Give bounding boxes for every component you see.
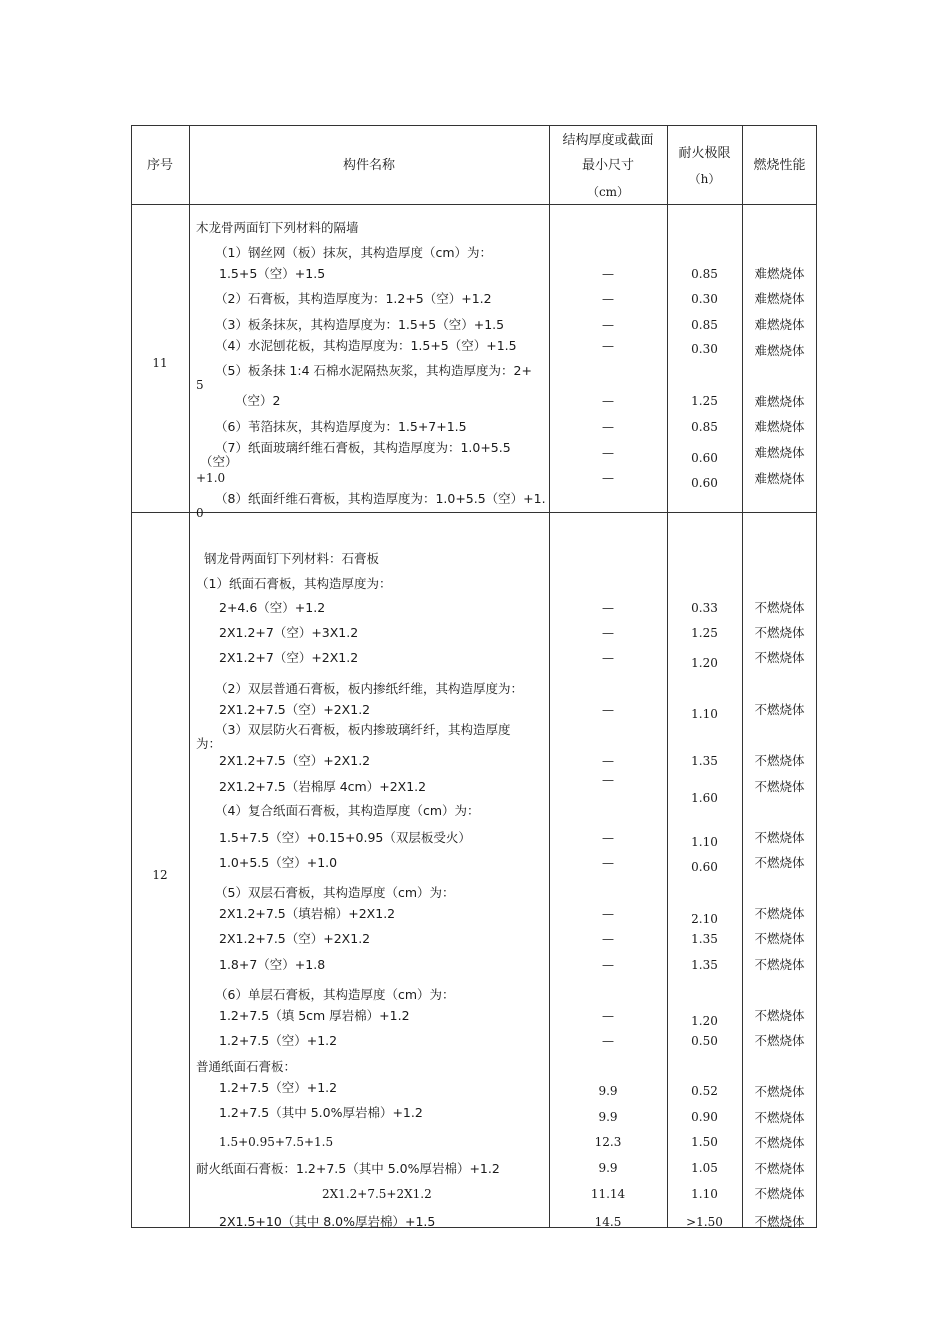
- thickness-value: —: [602, 339, 614, 353]
- combustibility-value: 不燃烧体: [754, 600, 805, 615]
- component-name-line: 2X1.2+7（空）+3X1.2: [219, 625, 359, 640]
- component-name-line: （2）双层普通石膏板，板内掺纸纤维，其构造厚度为：: [215, 681, 523, 696]
- combustibility-value: 不燃烧体: [754, 779, 805, 794]
- fire-limit-value: >1.50: [686, 1215, 723, 1229]
- thickness-value: —: [602, 420, 614, 434]
- component-name-line: （6）单层石膏板，其构造厚度（cm）为：: [215, 987, 455, 1002]
- thickness-value: —: [602, 394, 614, 408]
- thickness-value: —: [602, 907, 614, 921]
- component-name-line: 1.2+7.5（空）+1.2: [219, 1080, 338, 1095]
- combustibility-value: 难燃烧体: [754, 471, 805, 486]
- component-name-line: （2）石膏板，其构造厚度为：1.2+5（空）+1.2: [215, 291, 492, 306]
- table-row: [131, 205, 817, 520]
- fire-limit-value: 2.10: [691, 912, 718, 926]
- combustibility-value: 不燃烧体: [754, 625, 805, 640]
- header-burn: 燃烧性能: [753, 158, 806, 173]
- combustibility-value: 不燃烧体: [754, 906, 805, 921]
- component-name-line: （6）苇箔抹灰，其构造厚度为：1.5+7+1.5: [215, 419, 467, 434]
- header-name: 构件名称: [342, 158, 395, 173]
- component-name-line: 5: [196, 378, 204, 392]
- thickness-value: —: [602, 773, 614, 787]
- component-name-line: 2X1.2+7.5（空）+2X1.2: [219, 702, 371, 717]
- component-name-line: （1）纸面石膏板，其构造厚度为：: [196, 576, 392, 591]
- thickness-value: 9.9: [598, 1110, 618, 1124]
- fire-limit-value: 0.60: [691, 860, 718, 874]
- component-name-line: 2X1.2+7.5（空）+2X1.2: [219, 753, 371, 768]
- thickness-value: —: [602, 626, 614, 640]
- component-name-line: 耐火纸面石膏板：1.2+7.5（其中 5.0%厚岩棉）+1.2: [196, 1161, 500, 1176]
- thickness-value: —: [602, 703, 614, 717]
- thickness-value: —: [602, 292, 614, 306]
- combustibility-value: 不燃烧体: [754, 855, 805, 870]
- thickness-value: 14.5: [594, 1215, 622, 1229]
- thickness-value: —: [602, 831, 614, 845]
- thickness-value: 9.9: [598, 1161, 618, 1175]
- combustibility-value: 不燃烧体: [754, 1135, 805, 1150]
- header-thickness-unit: （cm）: [586, 185, 630, 199]
- fire-limit-value: 1.35: [691, 932, 718, 946]
- fire-limit-value: 1.10: [691, 707, 718, 721]
- thickness-value: —: [602, 267, 614, 281]
- combustibility-value: 难燃烧体: [754, 266, 805, 281]
- fire-limit-value: 1.20: [691, 1014, 718, 1028]
- component-name-line: （4）复合纸面石膏板，其构造厚度（cm）为：: [215, 803, 480, 818]
- fire-limit-value: 1.05: [691, 1161, 718, 1175]
- header-seq: 序号: [146, 158, 173, 173]
- thickness-value: —: [602, 471, 614, 485]
- combustibility-value: 难燃烧体: [754, 394, 805, 409]
- fire-limit-value: 0.85: [691, 420, 718, 434]
- fire-limit-value: 0.30: [691, 292, 718, 306]
- thickness-value: 12.3: [594, 1135, 622, 1149]
- fire-limit-value: 1.10: [691, 1187, 718, 1201]
- thickness-value: —: [602, 446, 614, 460]
- fire-limit-value: 1.35: [691, 754, 718, 768]
- fire-limit-value: 1.25: [691, 394, 718, 408]
- fire-limit-value: 0.85: [691, 318, 718, 332]
- thickness-value: 9.9: [598, 1084, 618, 1098]
- component-name-line: 2+4.6（空）+1.2: [219, 600, 326, 615]
- combustibility-value: 难燃烧体: [754, 419, 805, 434]
- fire-limit-value: 1.10: [691, 835, 718, 849]
- combustibility-value: 不燃烧体: [754, 650, 805, 665]
- component-name-line: （1）钢丝网（板）抹灰，其构造厚度（cm）为：: [215, 245, 493, 260]
- header-thickness: 结构厚度或截面: [562, 133, 654, 148]
- fire-limit-value: 1.25: [691, 626, 718, 640]
- fire-limit-value: 0.60: [691, 476, 718, 490]
- header-thickness: 最小尺寸: [581, 158, 634, 173]
- component-name-line: （4）水泥刨花板，其构造厚度为：1.5+5（空）+1.5: [215, 338, 517, 353]
- fire-limit-value: 1.50: [691, 1135, 718, 1149]
- fire-limit-value: 0.52: [691, 1084, 718, 1098]
- thickness-value: —: [602, 856, 614, 870]
- component-name-line: 0: [196, 506, 204, 520]
- thickness-value: —: [602, 1009, 614, 1023]
- component-name-line: （空）2: [235, 393, 281, 408]
- combustibility-value: 难燃烧体: [754, 317, 805, 332]
- component-name-line: 2X1.2+7.5+2X1.2: [322, 1187, 432, 1201]
- row-seq-number: 12: [152, 868, 168, 882]
- component-name-line: 2X1.2+7.5（空）+2X1.2: [219, 931, 371, 946]
- component-name-line: +1.0: [196, 471, 226, 485]
- combustibility-value: 不燃烧体: [754, 702, 805, 717]
- combustibility-value: 不燃烧体: [754, 1084, 805, 1099]
- fire-limit-value: 1.35: [691, 958, 718, 972]
- fire-limit-value: 1.60: [691, 791, 718, 805]
- component-name-line: 2X1.2+7（空）+2X1.2: [219, 650, 359, 665]
- component-name-line: 1.2+7.5（空）+1.2: [219, 1033, 338, 1048]
- combustibility-value: 难燃烧体: [754, 445, 805, 460]
- combustibility-value: 不燃烧体: [754, 931, 805, 946]
- component-name-line: （8）纸面纤维石膏板，其构造厚度为：1.0+5.5（空）+1.: [215, 491, 546, 506]
- component-name-line: 为：: [196, 736, 222, 751]
- fire-limit-value: 0.50: [691, 1034, 718, 1048]
- table-row: [131, 513, 817, 1227]
- combustibility-value: 不燃烧体: [754, 1186, 805, 1201]
- thickness-value: —: [602, 651, 614, 665]
- combustibility-value: 难燃烧体: [754, 291, 805, 306]
- component-name-line: 钢龙骨两面钉下列材料：石膏板: [204, 551, 380, 566]
- fire-limit-value: 0.60: [691, 451, 718, 465]
- component-name-line: （3）板条抹灰，其构造厚度为：1.5+5（空）+1.5: [215, 317, 505, 332]
- component-name-line: 1.5+7.5（空）+0.15+0.95（双层板受火）: [219, 830, 471, 845]
- header-fire-unit: （h）: [688, 172, 721, 186]
- thickness-value: —: [602, 958, 614, 972]
- fire-limit-value: 0.30: [691, 342, 718, 356]
- combustibility-value: 不燃烧体: [754, 1033, 805, 1048]
- thickness-value: —: [602, 1034, 614, 1048]
- thickness-value: —: [602, 932, 614, 946]
- component-name-line: 1.0+5.5（空）+1.0: [219, 855, 338, 870]
- component-name-line: 2X1.5+10（其中 8.0%厚岩棉）+1.5: [219, 1214, 436, 1229]
- combustibility-value: 不燃烧体: [754, 1214, 805, 1229]
- fire-limit-value: 0.90: [691, 1110, 718, 1124]
- header-fire: 耐火极限: [678, 146, 731, 161]
- component-name-line: （3）双层防火石膏板，板内掺玻璃纤纤，其构造厚度: [215, 722, 511, 737]
- row-seq-number: 11: [152, 356, 168, 370]
- component-name-line: 1.5+0.95+7.5+1.5: [219, 1135, 334, 1149]
- thickness-value: 11.14: [590, 1187, 626, 1201]
- combustibility-value: 不燃烧体: [754, 830, 805, 845]
- combustibility-value: 不燃烧体: [754, 1008, 805, 1023]
- component-name-line: 木龙骨两面钉下列材料的隔墙: [196, 220, 359, 235]
- component-name-line: 2X1.2+7.5（岩棉厚 4cm）+2X1.2: [219, 779, 427, 794]
- combustibility-value: 不燃烧体: [754, 1161, 805, 1176]
- component-name-line: （空）: [200, 454, 238, 469]
- thickness-value: —: [602, 601, 614, 615]
- component-name-line: 1.2+7.5（填 5cm 厚岩棉）+1.2: [219, 1008, 410, 1023]
- fire-limit-value: 1.20: [691, 656, 718, 670]
- component-name-line: 2X1.2+7.5（填岩棉）+2X1.2: [219, 906, 396, 921]
- combustibility-value: 不燃烧体: [754, 753, 805, 768]
- component-name-line: 1.2+7.5（其中 5.0%厚岩棉）+1.2: [219, 1105, 423, 1120]
- component-name-line: （5）双层石膏板，其构造厚度（cm）为：: [215, 885, 455, 900]
- fire-limit-value: 0.33: [691, 601, 718, 615]
- component-name-line: 1.5+5（空）+1.5: [219, 266, 326, 281]
- combustibility-value: 不燃烧体: [754, 1110, 805, 1125]
- combustibility-value: 不燃烧体: [754, 957, 805, 972]
- component-name-line: （7）纸面玻璃纤维石膏板，其构造厚度为：1.0+5.5: [215, 440, 511, 455]
- fire-limit-value: 0.85: [691, 267, 718, 281]
- thickness-value: —: [602, 318, 614, 332]
- combustibility-value: 难燃烧体: [754, 343, 805, 358]
- component-name-line: 1.8+7（空）+1.8: [219, 957, 326, 972]
- component-name-line: （5）板条抹 1:4 石棉水泥隔热灰浆，其构造厚度为：2+: [215, 363, 532, 378]
- component-name-line: 普通纸面石膏板：: [196, 1059, 297, 1074]
- thickness-value: —: [602, 754, 614, 768]
